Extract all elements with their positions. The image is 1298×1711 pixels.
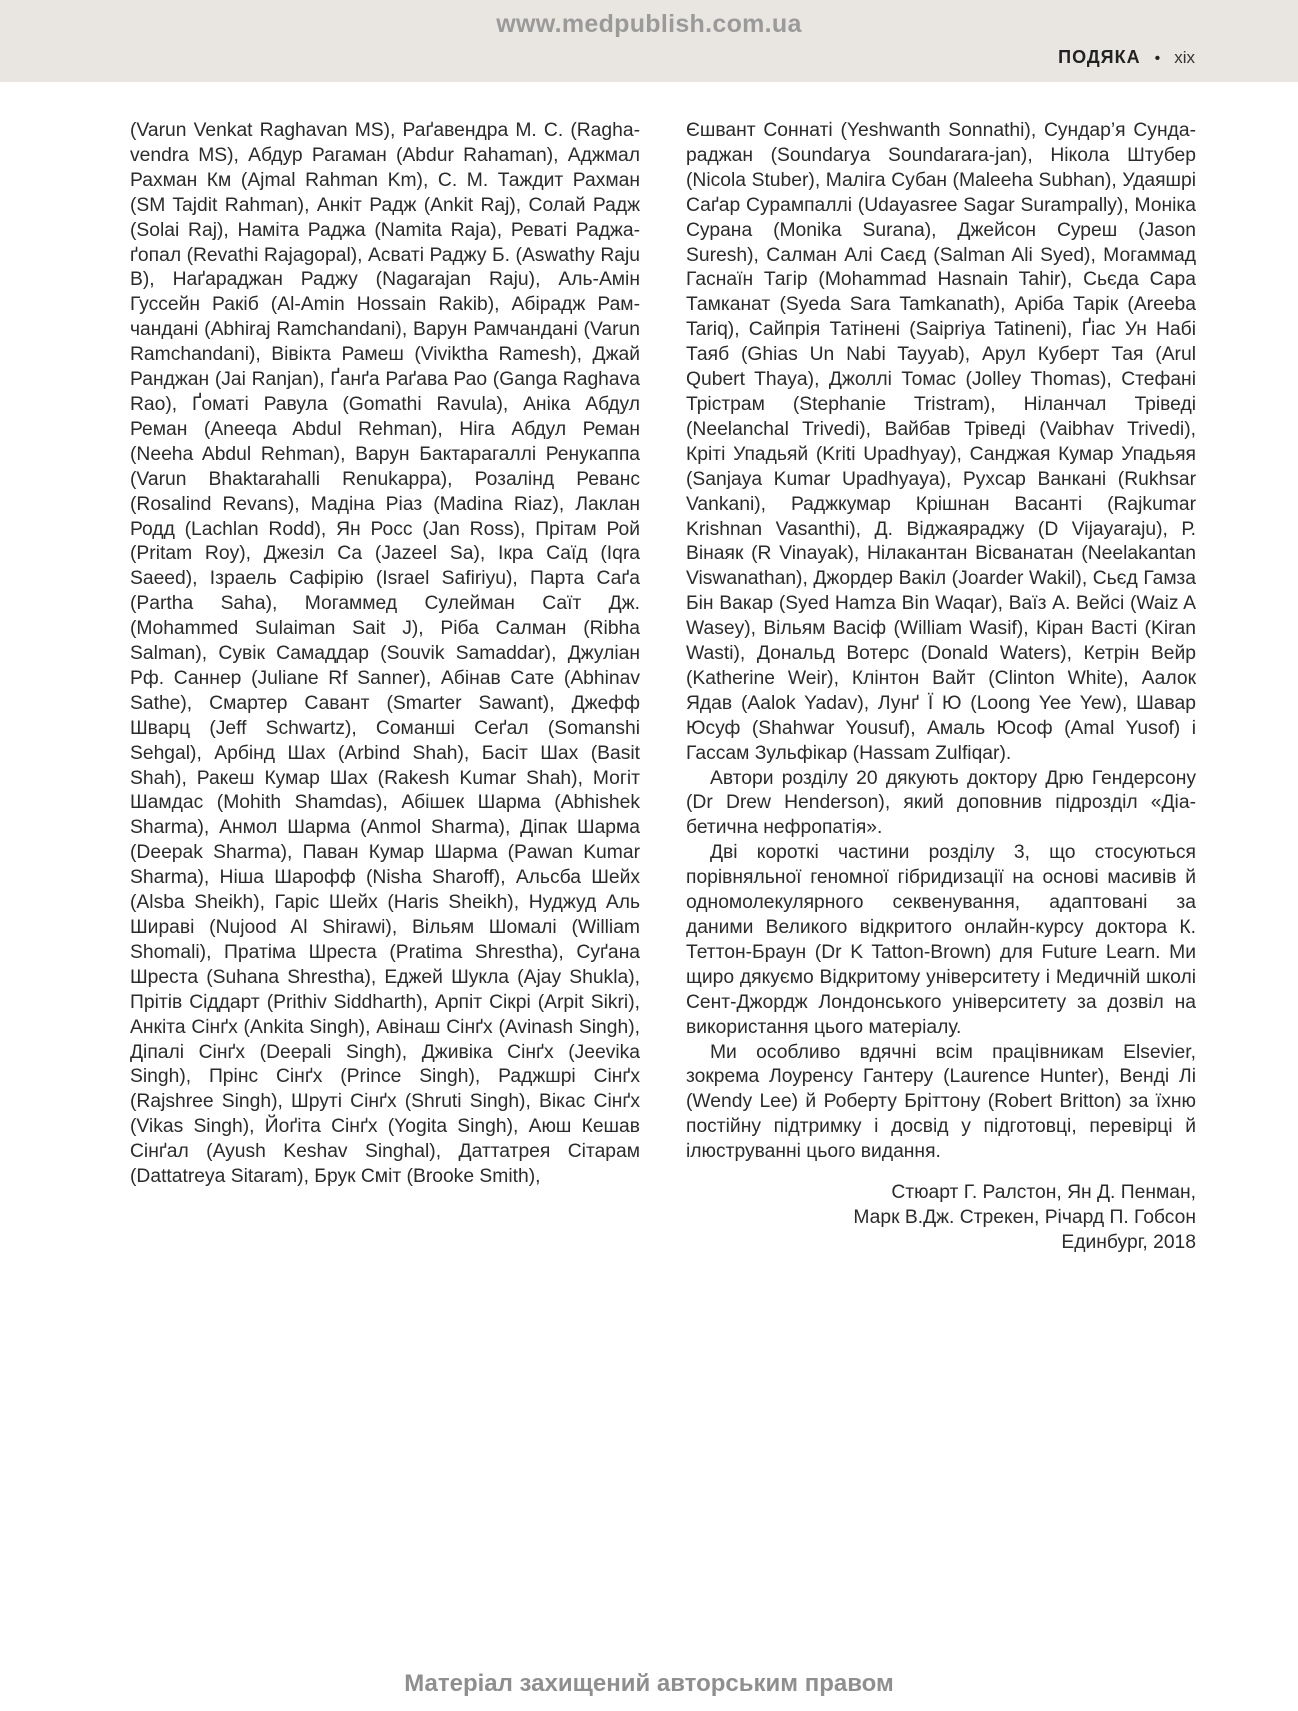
acknowledgement-names-continued-paragraph: Єшвант Соннаті (Yeshwanth Sonnathi), Сундар’я Сундараджан (Soundarya Soundarara-jan), Нікола Штубер (Nicola Stuber), Маліга Субан (Maleeha Subhan), Удаяшрі Саґар Сурампаллі (Udayasree Sagar Surampally), Моніка Сурана (Monika Surana), Джейсон Суреш (Jason Suresh), Салман Алі Саєд (Salman Ali Syed), Могаммад Гаснаїн Тагір (Mohammad Hasnain Tahir), Сьєда Сара Тамканат (Syeda Sara Tamkanath), Аріба Тарік (Areeba Tariq), Сайпрія Татінені (Saipriya Tatineni), Ґіас Ун Набі Таяб (Ghias Un Nabi Tayyab), Арул Куберт Тая (Arul Qubert Thaya), Джоллі Томас (Jolley Thomas), Стефані Трістрам (Stephanie Tristram), Ніланчал Тріведі (Neelanchal Trivedi), Вайбав Тріведі (Vaibhav Trivedi), Кріті Упадьяй (Kriti Upadhyay), Санджая Кумар Упадьяя (Sanjaya Kumar Upadhyaya), Рухсар Ванкані (Rukhsar Vankani), Раджкумар Крішнан Васанті (Rajkumar Krishnan Vasanthi), Д. Віджаяраджу (D Vijayaraju), Р. Вінаяк (R Vinayak), Нілакантан Вісванатан (Neelakantan Viswanathan), Джордер Вакіл (Joarder Wakil), Сьєд Гамза Бін Вакар (Syed Hamza Bin Waqar), Ваїз А. Вейсі (Waiz A Wasey), Вільям Васіф (William Wasif), Кіран Васті (Kiran Wasti), Дональд Вотерс (Donald Waters), Кетрін Вейр (Katherine Weir), Клінтон Вайт (Clinton White), Аалок Ядав (Aalok Yadav), Лунґ Ї Ю (Loong Yee Yew), Шавар Юсуф (Shahwar Yousuf), Амаль Юсоф (Amal Yusof) і Гассам Зульфікар (Hassam Zulfiqar). xyxy=(686,120,1196,764)
left-text-column xyxy=(130,119,640,1190)
page-header-band xyxy=(0,0,1298,82)
signature-block xyxy=(686,1181,1196,1256)
running-head xyxy=(1058,47,1195,68)
signature-place-date: Единбург, 2018 xyxy=(1061,1231,1196,1253)
acknowledgement-names-paragraph: (Varun Venkat Raghavan MS), Раґавендра М. С. (Raghavendra MS), Абдур Рагаман (Abdur Rahaman), Аджмал Рахман Км (Ajmal Rahman Km), С. М. Таждит Рахман (SM Tajdit Rahman), Анкіт Радж (Ankit Raj), Солай Радж (Solai Raj), Наміта Раджа (Namita Raja), Реваті Раджаґопал (Revathi Rajagopal), Асваті Раджу Б. (Aswathy Raju B), Наґараджан Раджу (Nagarajan Raju), Аль-Амін Гуссейн Ракіб (Al-Amin Hossain Rakib), Абірадж Рамчандані (Abhiraj Ramchandani), Варун Рамчандані (Varun Ramchandani), Вівікта Рамеш (Viviktha Ramesh), Джай Ранджан (Jai Ranjan), Ґанґа Раґава Рао (Ganga Raghava Rao), Ґоматі Равула (Gomathi Ravula), Аніка Абдул Реман (Aneeqa Abdul Rehman), Ніга Абдул Реман (Neeha Abdul Rehman), Варун Бактарагаллі Ренукаппа (Varun Bhaktarahalli Renukappa), Розалінд Реванс (Rosalind Revans), Мадіна Ріаз (Madina Riaz), Лаклан Родд (Lachlan Rodd), Ян Росс (Jan Ross), Прітам Рой (Pritam Roy), Джезіл Са (Jazeel Sa), Ікра Саїд (Iqra Saeed), Ізраель Сафірію (Israel Safiriyu), Парта Саґа (Partha Saha), Могаммед Сулейман Саїт Дж. (Mohammed Sulaiman Sait J), Ріба Салман (Ribha Salman), Сувік Самаддар (Souvik Samaddar), Джуліан Рф. Саннер (Juliane Rf Sanner), Абінав Сате (Abhinav Sathe), Смартер Савант (Smarter Sawant), Джефф Шварц (Jeff Schwartz), Соманші Сеґал (Somanshi Sehgal), Арбінд Шах (Arbind Shah), Басіт Шах (Basit Shah), Ракеш Кумар Шах (Rakesh Kumar Shah), Могіт Шамдас (Mohith Shamdas), Абішек Шарма (Abhishek Sharma), Анмол Шарма (Anmol Sharma), Діпак Шарма (Deepak Sharma), Паван Кумар Шарма (Pawan Kumar Sharma), Ніша Шарофф (Nisha Sharoff), Альсба Шейх (Alsba Sheikh), Гаріс Шейх (Haris Sheikh), Нуджуд Аль Шираві (Nujood Al Shirawi), Вільям Шомалі (William Shomali), Пратіма Шреста (Pratima Shrestha), Суґана Шреста (Suhana Shrestha), Еджей Шукла (Ajay Shukla), Прітів Сіддарт (Prithiv Siddharth), Арпіт Сікрі (Arpit Sikri), Анкіта Сінґх (Ankita Singh), Авінаш Сінґх (Avinash Singh), Діпалі Сінґх (Deepali Singh), Дживіка Сінґх (Jeevika Singh), Прінс Сінґх (Prince Singh), Раджшрі Сінґх (Rajshree Singh), Шруті Сінґх (Shruti Singh), Вікас Сінґх (Vikas Singh), Йоґіта Сінґх (Yogita Singh), Аюш Кешав Сінґал (Ayush Keshav Singhal), Даттатрея Сітарам (Dattatreya Sitaram), Брук Сміт (Brooke Smith), xyxy=(130,120,640,1188)
page-number: xix xyxy=(1174,48,1195,67)
chapter-20-thanks-paragraph: Автори розділу 20 дякують доктору Дрю Гендерсону (Dr Drew Henderson), який доповнив підрозділ «Діабетична нефропатія». xyxy=(686,767,1196,839)
right-text-column xyxy=(686,119,1196,1256)
copyright-watermark: Матеріал захищений авторським правом xyxy=(404,1670,894,1697)
site-url-watermark: www.medpublish.com.ua xyxy=(496,10,802,38)
section-title: ПОДЯКА xyxy=(1058,47,1141,67)
elsevier-thanks-paragraph: Ми особливо вдячні всім працівникам Elsevier, зокрема Лоуренсу Гантеру (Laurence Hunter), Венді Лі (Wendy Lee) й Роберту Бріттону (Robert Britton) за їхню постійну підтримку і досвід у підготовці, перевірці й ілюструванні цього видання. xyxy=(686,1041,1196,1163)
chapter-3-source-paragraph: Дві короткі частини розділу 3, що стосуються порівняльної геномної гібридизації на основі масивів й одномолекулярного секвенування, адаптовані за даними Великого відкритого онлайн-курсу доктора К. Теттон-Браун (Dr K Tatton-Brown) для Future Learn. Ми щиро дякуємо Відкритому університету і Медичній школі Сент-Джордж Лондонського університету за дозвіл на використання цього матеріалу. xyxy=(686,842,1196,1038)
signature-line: Марк В.Дж. Стрекен, Річард П. Гобсон xyxy=(853,1206,1196,1228)
signature-line: Стюарт Г. Ралстон, Ян Д. Пенман, xyxy=(891,1182,1196,1204)
bullet-separator: • xyxy=(1154,50,1161,67)
